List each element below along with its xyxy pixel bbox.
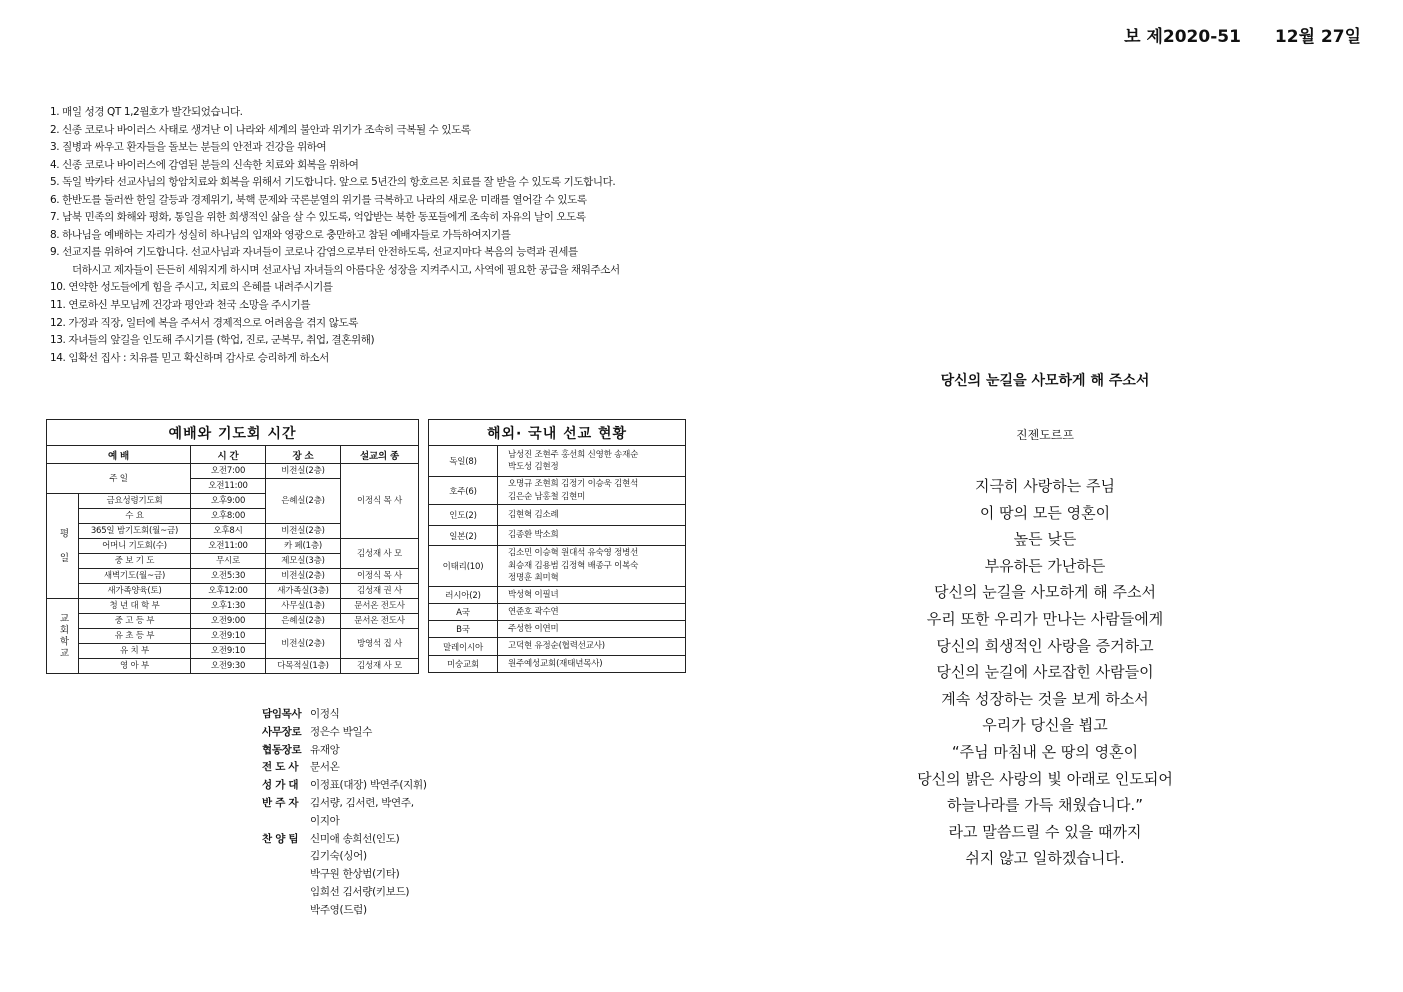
poem-line: 계속 성장하는 것을 보게 하소서	[941, 689, 1149, 708]
prayer-item: 1. 매일 성경 QT 1,2월호가 발간되었습니다.	[50, 106, 243, 118]
place-cell: 새가족실(3층)	[266, 584, 341, 599]
mission-names	[498, 604, 686, 621]
place-cell: 비전실(2층)	[266, 629, 341, 659]
poem-line: 우리가 당신을 뵙고	[982, 716, 1108, 735]
preacher-cell: 문서온 전도사	[341, 614, 419, 629]
time-cell: 오전11:00	[191, 479, 266, 494]
prayer-item: 9. 선교지를 위하여 기도합니다. 선교사님과 자녀들이 코로나 감염으로부터 안전하도록, 선교지마다 복음의 능력과 권세를	[50, 246, 578, 259]
missionary-names-line: 김은순 남홍철 김현미	[508, 491, 586, 502]
place-cell: 사무실(1층)	[266, 599, 341, 614]
staff-names: 정은수 박일수	[310, 725, 373, 738]
staff-names-continued: 이지아	[310, 814, 340, 827]
time-cell: 오후8시	[191, 524, 266, 539]
mission-row	[429, 604, 686, 621]
time-cell: 오전9:00	[191, 614, 266, 629]
poem-line: 당신의 눈길을 사모하게 해 주소서	[934, 583, 1156, 602]
service-cell: 수 요	[79, 509, 191, 524]
prayer-item: 3. 질병과 싸우고 환자들을 돌보는 분들의 안전과 건강을 위하여	[50, 141, 327, 154]
mission-table-title: 해외· 국내 선교 현황	[429, 420, 686, 446]
mission-row	[429, 638, 686, 656]
worship-row	[47, 614, 419, 629]
staff-entry	[262, 831, 427, 849]
place-cell: 은혜실(2층)	[266, 614, 341, 629]
place-cell: 제모실(3층)	[266, 554, 341, 569]
staff-names-continued: 박주영(드럼)	[310, 903, 367, 916]
preacher-cell: 이정식 목 사	[341, 464, 419, 539]
place-cell: 은혜실(2층)	[266, 479, 341, 524]
header-service: 예 배	[47, 446, 191, 464]
staff-names-continued: 임희선 김서량(키보드)	[310, 885, 410, 898]
preacher-cell: 문서온 전도사	[341, 599, 419, 614]
staff-role: 전 도 사	[262, 761, 299, 774]
service-cell: 청 년 대 학 부	[79, 599, 191, 614]
staff-names: 신미애 송희선(인도)	[310, 832, 400, 845]
prayer-item: 13. 자녀들의 앞길을 인도해 주시기를 (학업, 진로, 군복무, 취업, 결혼위해)	[50, 334, 375, 347]
place-cell: 다목적실(1층)	[266, 659, 341, 674]
poem-title: 당신의 눈길을 사모하게 해 주소서	[940, 373, 1150, 389]
worship-row	[47, 659, 419, 674]
staff-names: 문서온	[310, 761, 340, 774]
mission-names	[498, 505, 686, 526]
service-cell: 중 보 기 도	[79, 554, 191, 569]
time-cell: 오후12:00	[191, 584, 266, 599]
worship-schedule-table	[46, 419, 419, 674]
poem-line: 하늘나라를 가득 채웠습니다.”	[947, 796, 1143, 815]
worship-header-row	[47, 446, 419, 464]
worship-row	[47, 599, 419, 614]
missionary-names-line: 고덕현 유정순(협력선교사)	[508, 641, 605, 652]
poem-line: 라고 말씀드릴 수 있을 때까지	[948, 822, 1142, 841]
time-cell: 오전9:10	[191, 644, 266, 659]
poem-line: 당신의 밝은 사랑의 빛 아래로 인도되어	[917, 769, 1173, 788]
mission-country: 독일(8)	[429, 446, 498, 477]
service-cell: 중 고 등 부	[79, 614, 191, 629]
staff-names: 유재앙	[310, 743, 340, 756]
poem-line: 우리 또한 우리가 만나는 사람들에게	[926, 609, 1164, 628]
mission-names	[498, 477, 686, 505]
poem-line: 높든 낮든	[1013, 530, 1077, 549]
poem-author: 진젠도르프	[1016, 428, 1074, 442]
poem-line: 부유하든 가난하든	[984, 556, 1106, 575]
mission-names	[498, 446, 686, 477]
preacher-cell: 김성재 권 사	[341, 584, 419, 599]
worship-row	[47, 464, 419, 479]
prayer-item: 10. 연약한 성도들에게 힘을 주시고, 치료의 은혜를 내려주시기를	[50, 281, 333, 294]
service-cell: 유 초 등 부	[79, 629, 191, 644]
issue-number: 보 제2020-51	[1124, 27, 1241, 47]
mission-country: B국	[429, 621, 498, 638]
staff-entry	[262, 724, 427, 742]
poem-line: 지극히 사랑하는 주님	[975, 477, 1115, 495]
missionary-names-line: 김종환 박소희	[508, 530, 559, 541]
mission-names	[498, 656, 686, 673]
header-preacher: 설교의 종	[341, 446, 419, 464]
preacher-cell: 방영석 집 사	[341, 629, 419, 659]
mission-country: 말레이시아	[429, 638, 498, 656]
bulletin-header	[1124, 22, 1361, 47]
mission-row	[429, 446, 686, 477]
group-school-label	[47, 599, 79, 674]
poem-line: “주님 마침내 온 땅의 영혼이	[951, 742, 1139, 761]
service-cell: 유 치 부	[79, 644, 191, 659]
prayer-item: 14. 임확선 집사 : 치유를 믿고 확신하며 감사로 승리하게 하소서	[50, 351, 329, 364]
time-cell: 오전11:00	[191, 539, 266, 554]
mission-names	[498, 526, 686, 546]
staff-names-continued: 박구원 한상범(기타)	[310, 868, 400, 881]
mission-row	[429, 546, 686, 587]
time-cell: 오전9:30	[191, 659, 266, 674]
staff-names: 김서량, 김서련, 박연주,	[310, 796, 414, 809]
time-cell: 오전7:00	[191, 464, 266, 479]
mission-names	[498, 621, 686, 638]
missionary-names-line: 연준호 곽수연	[508, 606, 559, 617]
group-weekday-label	[47, 494, 79, 599]
staff-role: 찬 양 팀	[262, 832, 299, 845]
service-cell: 주 일	[47, 464, 191, 494]
header-time: 시 간	[191, 446, 266, 464]
missionary-names-line: 주성한 이연미	[508, 623, 559, 634]
worship-row	[47, 584, 419, 599]
poem-line: 당신의 희생적인 사랑을 증거하고	[936, 636, 1154, 655]
mission-row	[429, 505, 686, 526]
missionary-names-line: 원주예성교회(재태년목사)	[508, 658, 603, 669]
time-cell: 오후8:00	[191, 509, 266, 524]
prayer-item-continued: 더하시고 제자들이 든든히 세워지게 하시며 선교사님 자녀들의 아름다운 성장을 지켜주시고, 사역에 필요한 공급을 채워주소서	[72, 263, 620, 276]
prayer-item: 6. 한반도를 둘러싼 한일 갈등과 경제위기, 북핵 문제와 국론분열의 위기를 극복하고 나라의 새로운 미래를 열어갈 수 있도록	[50, 193, 587, 206]
place-cell: 카 페(1층)	[266, 539, 341, 554]
mission-row	[429, 656, 686, 673]
staff-entry	[262, 759, 427, 777]
staff-entry	[262, 795, 427, 813]
mission-names	[498, 587, 686, 604]
mission-country: 인도(2)	[429, 505, 498, 526]
group-school-text: 교회학교	[57, 613, 69, 659]
missionary-names-line: 김소민 이승혁 원대석 유숙영 정병선	[508, 548, 639, 559]
prayer-item: 5. 독일 박카타 선교사님의 항암치료와 회복을 위해서 기도합니다. 앞으로 5년간의 항호르몬 치료를 잘 받을 수 있도록 기도합니다.	[50, 176, 616, 189]
poem-line: 이 땅의 모든 영혼이	[979, 503, 1111, 522]
prayer-list	[50, 104, 670, 367]
place-cell: 비전실(2층)	[266, 524, 341, 539]
header-place: 장 소	[266, 446, 341, 464]
mission-row	[429, 477, 686, 505]
staff-role: 사무장로	[262, 725, 302, 738]
staff-entry	[262, 706, 427, 724]
prayer-item: 7. 남북 민족의 화해와 평화, 통일을 위한 희생적인 삶을 살 수 있도록, 억압받는 북한 동포들에게 조속히 자유의 날이 오도록	[50, 211, 586, 224]
mission-names	[498, 546, 686, 587]
poem-line: 당신의 눈길에 사로잡힌 사람들이	[936, 663, 1154, 682]
preacher-cell: 김성재 사 모	[341, 659, 419, 674]
service-cell: 새벽기도(월~금)	[79, 569, 191, 584]
service-cell: 어머니 기도회(수)	[79, 539, 191, 554]
service-cell: 365일 밤기도회(월~금)	[79, 524, 191, 539]
issue-date: 12월 27일	[1274, 27, 1361, 47]
mission-country: 이태리(10)	[429, 546, 498, 587]
preacher-cell: 김성재 사 모	[341, 539, 419, 569]
prayer-item: 11. 연로하신 부모님께 건강과 평안과 천국 소망을 주시기를	[50, 299, 311, 312]
missionary-names-line: 박도성 김현정	[508, 462, 559, 472]
staff-role: 반 주 자	[262, 796, 299, 809]
mission-country: 미숭교회	[429, 656, 498, 673]
worship-row	[47, 539, 419, 554]
missionary-names-line: 정명훈 최미혁	[508, 573, 559, 584]
worship-table-title: 예배와 기도회 시간	[47, 420, 419, 446]
worship-row	[47, 629, 419, 644]
missionary-names-line: 박성혁 이필녀	[508, 589, 559, 600]
missionary-names-line: 남성진 조현주 홍선희 신영한 송재순	[508, 449, 639, 460]
staff-names: 이정표(대장) 박연주(지휘)	[310, 779, 427, 792]
staff-role: 협동장로	[262, 743, 302, 756]
mission-country: 호주(6)	[429, 477, 498, 505]
prayer-item: 8. 하나님을 예배하는 자리가 성실히 하나님의 임재와 영광으로 충만하고 참된 예배자들로 가득하여지기를	[50, 228, 511, 241]
mission-row	[429, 587, 686, 604]
preacher-cell: 이정식 목 사	[341, 569, 419, 584]
mission-country: 일본(2)	[429, 526, 498, 546]
mission-row	[429, 526, 686, 546]
staff-list	[262, 706, 427, 920]
time-cell: 무시로	[191, 554, 266, 569]
prayer-item: 12. 가정과 직장, 일터에 복을 주셔서 경제적으로 어려움을 겪지 않도록	[50, 316, 358, 329]
staff-entry	[262, 777, 427, 795]
service-cell: 금요성령기도회	[79, 494, 191, 509]
staff-names: 이정식	[310, 708, 340, 720]
time-cell: 오전5:30	[191, 569, 266, 584]
time-cell: 오전9:10	[191, 629, 266, 644]
time-cell: 오후9:00	[191, 494, 266, 509]
group-weekday-text: 평 일	[57, 528, 69, 564]
mission-country: 러시아(2)	[429, 587, 498, 604]
mission-row	[429, 621, 686, 638]
mission-status-table	[428, 419, 686, 673]
mission-country: A국	[429, 604, 498, 621]
staff-names-continued: 김기숙(싱어)	[310, 850, 367, 863]
service-cell: 영 아 부	[79, 659, 191, 674]
mission-names	[498, 638, 686, 656]
place-cell: 비전실(2층)	[266, 569, 341, 584]
service-cell: 새가족양육(토)	[79, 584, 191, 599]
staff-role: 담임목사	[262, 708, 302, 720]
missionary-names-line: 오명규 조현희 김정기 이승욱 김현석	[508, 479, 639, 489]
prayer-item: 2. 신종 코로나 바이러스 사태로 생겨난 이 나라와 세계의 불안과 위기가 조속히 극복될 수 있도록	[50, 123, 471, 136]
prayer-item: 4. 신종 코로나 바이러스에 감염된 분들의 신속한 치료와 회복을 위하여	[50, 158, 359, 171]
staff-entry	[262, 742, 427, 760]
poem-line: 쉬지 않고 일하겠습니다.	[965, 849, 1125, 868]
worship-row	[47, 569, 419, 584]
missionary-names-line: 김현혁 김소례	[508, 509, 559, 520]
time-cell: 오후1:30	[191, 599, 266, 614]
place-cell: 비전실(2층)	[266, 464, 341, 479]
missionary-names-line: 최승재 김용범 김정혁 배종구 이복숙	[508, 560, 639, 571]
poem-body	[845, 473, 1245, 872]
staff-role: 성 가 대	[262, 779, 299, 792]
